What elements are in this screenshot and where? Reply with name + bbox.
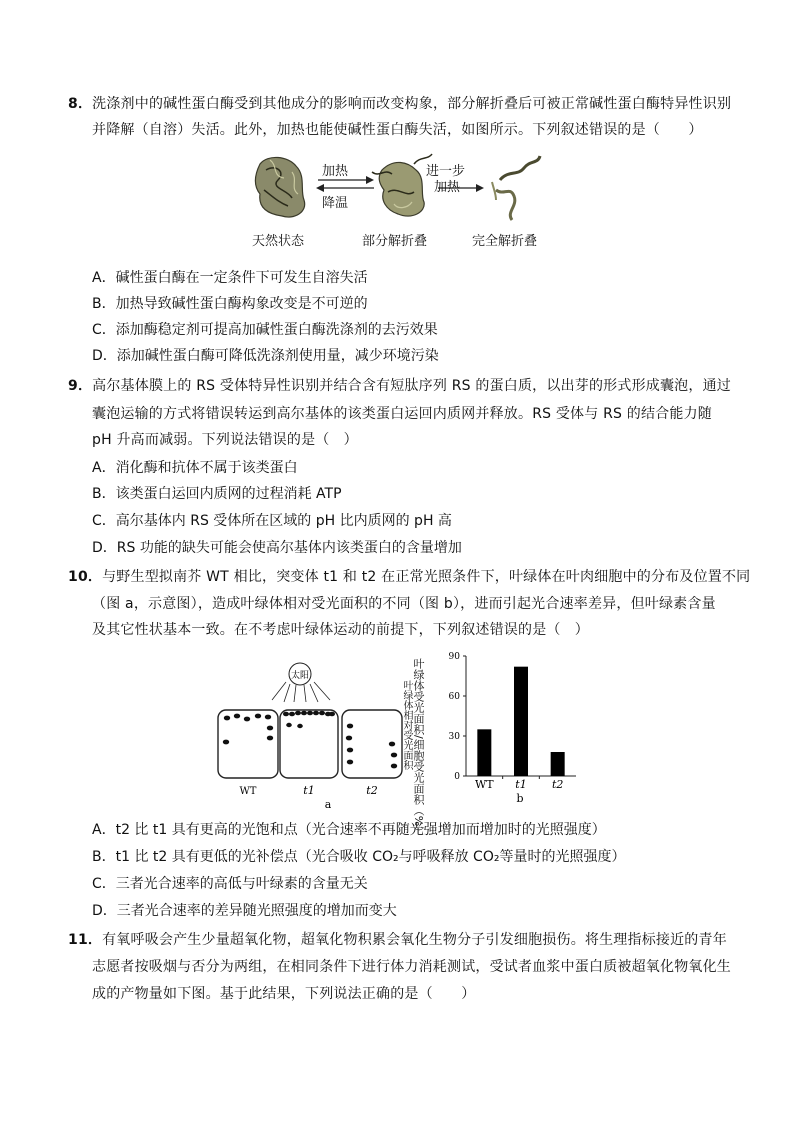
native-state-label: 天然状态 xyxy=(252,234,305,249)
q9-line3: pH 升高而减弱。下列说法错误的是（ ） xyxy=(92,432,358,448)
q9-option-c: C．高尔基体内 RS 受体所在区域的 pH 比内质网的 pH 高 xyxy=(92,513,452,529)
partial-unfold-label: 部分解折叠 xyxy=(362,234,428,249)
q10-line2: （图 a，示意图），造成叶绿体相对受光面积的不同（图 b），进而引起光合速率差异，但叶绿素含量 xyxy=(92,596,716,612)
q8-line2: 并降解（自溶）失活。此外，加热也能使碱性蛋白酶失活，如图所示。下列叙述错误的是（ ） xyxy=(92,122,703,138)
q9-option-a: A．消化酶和抗体不属于该类蛋白 xyxy=(92,460,298,476)
chloroplast-area-bar-chart xyxy=(396,650,586,838)
native-protein-icon xyxy=(255,157,304,217)
full-unfold-label: 完全解折叠 xyxy=(472,234,538,249)
q9-stem-1: 高尔基体膜上的 RS 受体特异性识别并结合含有短肽序列 RS 的蛋白质，以出芽的形式形成囊泡，通过 xyxy=(92,378,731,394)
q11-line2: 志愿者按吸烟与否分为两组，在相同条件下进行体力消耗测试，受试者血浆中蛋白质被超氧化物氧化生 xyxy=(92,959,731,975)
q8-stem-1: 洗涤剂中的碱性蛋白酶受到其他成分的影响而改变构象，部分解折叠后可被正常碱性蛋白酶特异性识别 xyxy=(92,96,732,112)
arrow1-top-label: 加热 xyxy=(322,164,349,179)
figure-b-ylabel: 叶绿体受光面积/细胞受光面积（%） xyxy=(412,658,425,838)
q10-option-d: D．三者光合速率的差异随光照强度的增加而变大 xyxy=(92,903,397,919)
partially-unfolded-protein-icon xyxy=(372,154,432,216)
q10-option-c: C．三者光合速率的高低与叶绿素的含量无关 xyxy=(92,876,368,892)
arrow2-top-label: 进一步 xyxy=(426,164,466,179)
sun-label: 太阳 xyxy=(290,671,310,681)
y-tick-label: 0 xyxy=(454,772,460,782)
bar-t2 xyxy=(551,752,565,776)
fully-unfolded-protein-icon xyxy=(492,156,540,220)
q9-option-b: B．该类蛋白运回内质网的过程消耗 ATP xyxy=(92,486,342,502)
bar-wt xyxy=(477,729,491,776)
y-tick-label: 30 xyxy=(448,732,460,742)
q10-figure-a xyxy=(214,662,424,810)
chart-bars xyxy=(477,667,564,776)
t2-cell xyxy=(342,710,402,778)
y-tick-label: 60 xyxy=(448,692,460,702)
q8-option-b: B．加热导致碱性蛋白酶构象改变是不可逆的 xyxy=(92,296,368,312)
q10-stem-1: 与野生型拟南芥 WT 相比，突变体 t1 和 t2 在正常光照条件下，叶绿体在叶肉细胞中的分布及位置不同 xyxy=(102,569,751,585)
q11-line3: 成的产物量如下图。基于此结果，下列说法正确的是（ ） xyxy=(92,986,476,1002)
category-label: t2 xyxy=(551,778,564,791)
q8-figure xyxy=(248,150,548,250)
q9-option-d: D．RS 功能的缺失可能会使高尔基体内该类蛋白的含量增加 xyxy=(92,540,462,556)
t1-cell xyxy=(280,710,338,778)
q9-line1 xyxy=(68,376,731,396)
category-label: WT xyxy=(475,778,494,791)
figure-a-caption: a xyxy=(324,798,332,810)
t2-cell-label: t2 xyxy=(366,784,378,797)
q8-line1 xyxy=(68,94,731,114)
q8-option-c: C．添加酶稳定剂可提高加碱性蛋白酶洗涤剂的去污效果 xyxy=(92,322,438,338)
q9-line2: 囊泡运输的方式将错误转运到高尔基体的该类蛋白运回内质网并释放。RS 受体与 RS 的结合能力随 xyxy=(92,406,712,422)
category-label: t1 xyxy=(515,778,527,791)
q9-number: 9． xyxy=(68,378,93,394)
q8-option-a: A．碱性蛋白酶在一定条件下可发生自溶失活 xyxy=(92,270,368,286)
chloroplast-cells-diagram xyxy=(214,662,424,810)
sun-icon xyxy=(272,663,330,702)
q10-line3: 及其它性状基本一致。在不考虑叶绿体运动的前提下，下列叙述错误的是（ ） xyxy=(92,622,589,638)
chart-categories xyxy=(475,778,563,791)
arrow2-bottom-label: 加热 xyxy=(434,180,461,195)
y-tick-label: 90 xyxy=(448,652,460,662)
q10-line1 xyxy=(68,567,750,587)
q10-option-b: B．t1 比 t2 具有更低的光补偿点（光合吸收 CO₂与呼吸释放 CO₂等量时的光照强度） xyxy=(92,849,626,865)
q10-option-a: A．t2 比 t1 具有更高的光饱和点（光合速率不再随光强增加而增加时的光照强度） xyxy=(92,822,606,838)
q10-number: 10． xyxy=(68,569,103,585)
t1-cell-label: t1 xyxy=(303,784,315,797)
wt-cell-label: WT xyxy=(239,786,257,797)
q10-figure-b xyxy=(396,650,586,838)
figure-b-ylabel-side: 叶绿体相对受光面积 xyxy=(401,680,412,770)
wt-cell xyxy=(218,710,278,778)
figure-b-caption: b xyxy=(516,792,524,805)
arrow1-bottom-label: 降温 xyxy=(322,196,349,211)
q11-number: 11． xyxy=(68,932,103,948)
bar-t1 xyxy=(514,667,528,776)
q11-stem-1: 有氧呼吸会产生少量超氧化物，超氧化物积累会氧化生物分子引发细胞损伤。将生理指标接近的青年 xyxy=(102,932,727,948)
q8-number: 8． xyxy=(68,96,93,112)
q11-line1 xyxy=(68,930,727,950)
q8-option-d: D．添加碱性蛋白酶可降低洗涤剂使用量，减少环境污染 xyxy=(92,348,439,364)
